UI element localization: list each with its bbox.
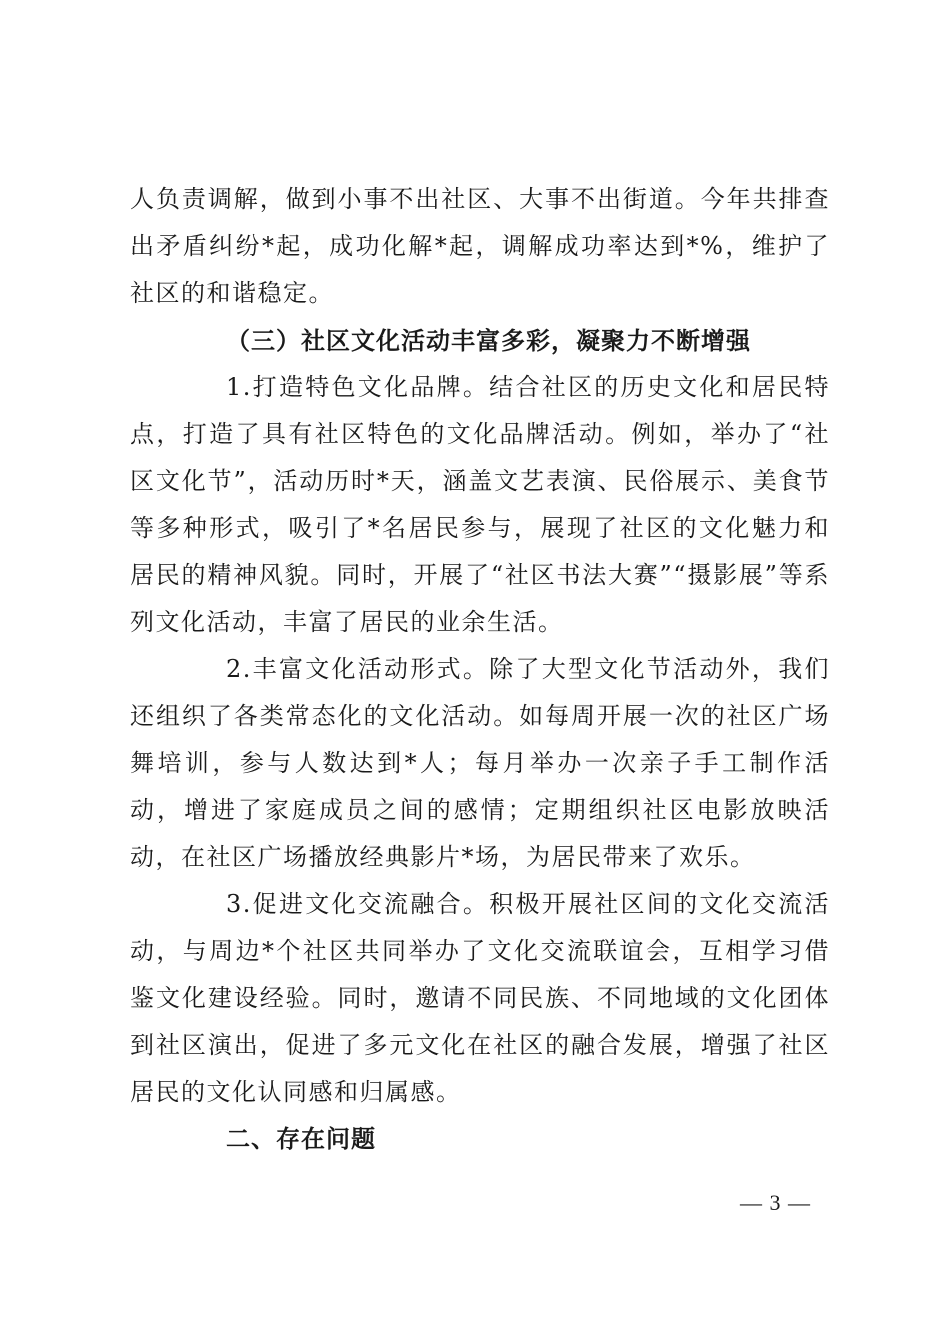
paragraph-continuation: 人负责调解，做到小事不出社区、大事不出街道。今年共排查出矛盾纠纷*起，成功化解*起，调解成功率达到*%，维护了社区的和谐稳定。 [130, 185, 830, 307]
paragraph-item-3: 3.促进文化交流融合。积极开展社区间的文化交流活动，与周边*个社区共同举办了文化交流联谊会，互相学习借鉴文化建设经验。同时，邀请不同民族、不同地域的文化团体到社区演出，促进了多元文化在社区的融合发展，增强了社区居民的文化认同感和归属感。 [130, 890, 830, 1106]
paragraph-item-1: 1.打造特色文化品牌。结合社区的历史文化和居民特点，打造了具有社区特色的文化品牌活动。例如，举办了“社区文化节”，活动历时*天，涵盖文艺表演、民俗展示、美食节等多种形式，吸引了*名居民参与，展现了社区的文化魅力和居民的精神风貌。同时，开展了“社区书法大赛”“摄影展”等系列文化活动，丰富了居民的业余生活。 [130, 373, 830, 636]
section-title-problems: 二、存在问题 [226, 1125, 376, 1153]
paragraph-item-2: 2.丰富文化活动形式。除了大型文化节活动外，我们还组织了各类常态化的文化活动。如每周开展一次的社区广场舞培训，参与人数达到*人；每月举办一次亲子手工制作活动，增进了家庭成员之间的感情；定期组织社区电影放映活动，在社区广场播放经典影片*场，为居民带来了欢乐。 [130, 655, 830, 871]
page-number: — 3 — [740, 1190, 811, 1215]
subheading-culture-activities: （三）社区文化活动丰富多彩，凝聚力不断增强 [226, 326, 751, 355]
document-body [130, 176, 830, 1163]
